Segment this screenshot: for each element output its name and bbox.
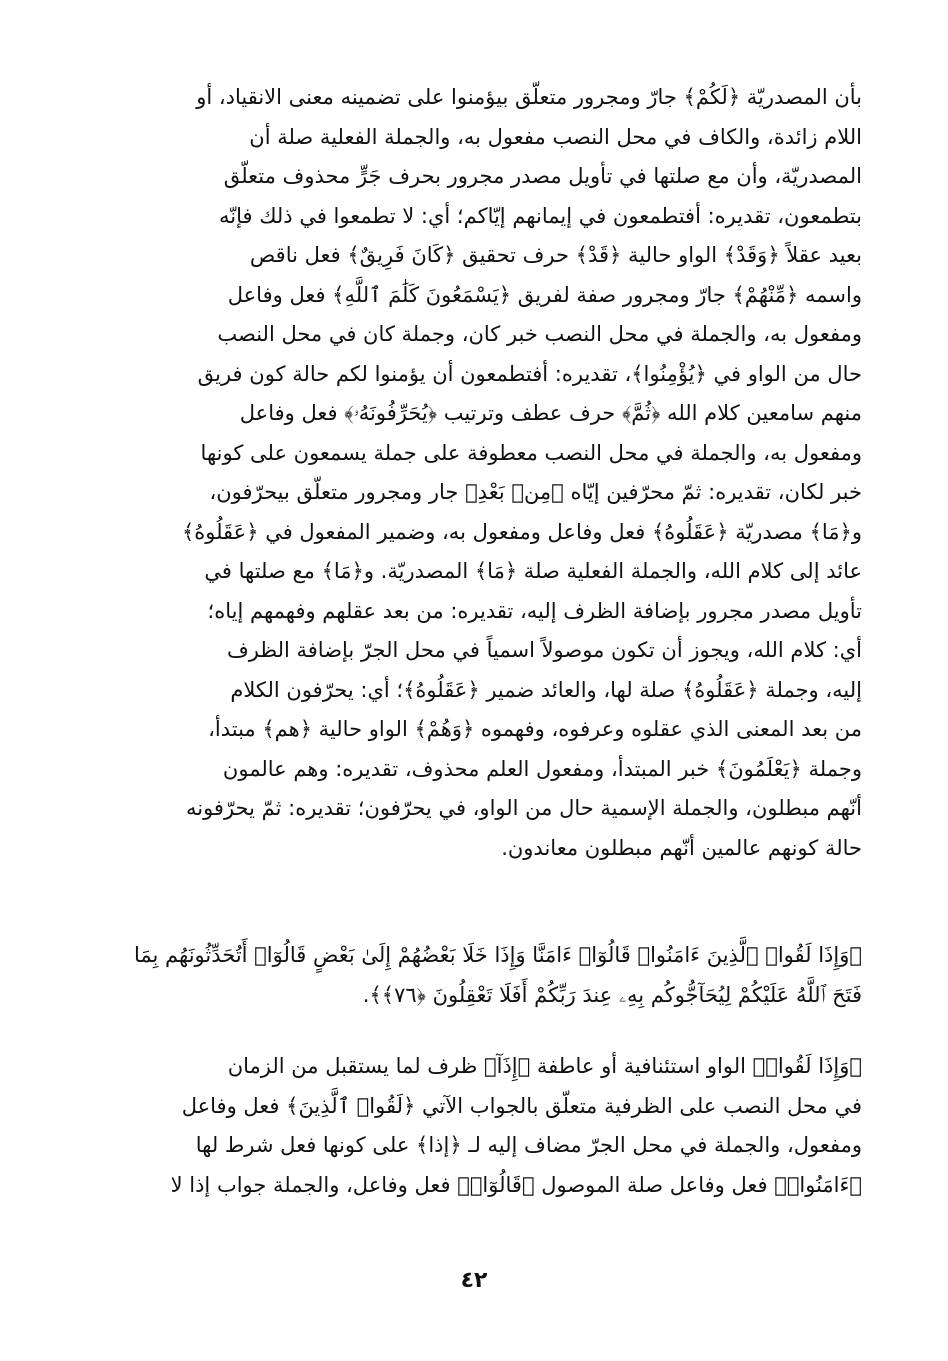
text-line: حالة كونهم عالمين أنّهم مبطلون معاندون. <box>501 835 862 860</box>
text-line: بأن المصدريّة ﴿لَكُمْ﴾ جارّ ومجرور متعلّق بيؤمنوا على تضمينه معنى الانقياد، أو <box>196 85 862 109</box>
text-line: تأويل مصدر مجرور بإضافة الظرف إليه، تقديره: من بعد عقلهم وفهمهم إياه؛ <box>207 598 862 623</box>
text-line: ﴿وَإِذَا لَقُوا۟﴾ الواو استئنافية أو عاطفة ﴿إِذَآ﴾ ظرف لما يستقبل من الزمان <box>227 1054 862 1078</box>
commentary-paragraph-1 <box>82 78 862 868</box>
quran-verse-76 <box>82 935 862 1015</box>
text-line: وجملة ﴿يَعْلَمُونَ﴾ خبر المبتدأ، ومفعول العلم محذوف، تقديره: وهم عالمون <box>222 756 862 781</box>
text-line: ﴿ءَامَنُوا۟﴾ فعل وفاعل صلة الموصول ﴿قَالُوٓا۟﴾ فعل وفاعل، والجملة جواب إذا لا <box>170 1172 862 1197</box>
text-line: بتطمعون، تقديره: أفتطمعون في إيمانهم إيّاكم؛ أي: لا تطمعوا في ذلك فإنّه <box>218 203 862 228</box>
text-line: أي: كلام الله، ويجوز أن تكون موصولاً اسمياً في محل الجرّ بإضافة الظرف <box>227 638 862 662</box>
page-number: ٤٢ <box>460 1268 488 1293</box>
text-line: من بعد المعنى الذي عقلوه وعرفوه، وفهموه ﴿وَهُمْ﴾ الواو حالية ﴿هم﴾ مبتدأ، <box>208 717 862 741</box>
text-line: خبر لكان، تقديره: ثمّ محرّفين إيّاه ﴿مِنۢ بَعْدِ﴾ جار ومجرور متعلّق بيحرّفون، <box>209 480 862 504</box>
text-line: اللام زائدة، والكاف في محل النصب مفعول به، والجملة الفعلية صلة أن <box>249 124 862 149</box>
text-line: المصدريّة، وأن مع صلتها في تأويل مصدر مجرور بحرف جَرٍّ محذوف متعلّق <box>223 164 862 188</box>
text-line: أنّهم مبطلون، والجملة الإسمية حال من الواو، في يحرّفون؛ تقديره: ثمّ يحرّفونه <box>185 796 862 820</box>
text-line: ومفعول، والجملة في محل الجرّ مضاف إليه لـ ﴿إذا﴾ على كونها فعل شرط لها <box>195 1133 862 1157</box>
text-line: بعيد عقلاً ﴿وَقَدْ﴾ الواو حالية ﴿قَدْ﴾ حرف تحقيق ﴿كَانَ فَرِيقٌ﴾ فعل ناقص <box>249 243 862 267</box>
verse-line: فَتَحَ ٱللَّهُ عَلَيْكُمْ لِيُحَآجُّوكُم بِهِۦ عِندَ رَبِّكُمْ أَفَلَا تَعْقِلُونَ ﴿٧٦﴾﴾. <box>362 983 862 1007</box>
text-line: ومفعول به، والجملة في محل النصب خبر كان، وجملة كان في محل النصب <box>217 322 862 346</box>
text-line: ومفعول به، والجملة في محل النصب معطوفة على جملة يسمعون على كونها <box>200 440 862 465</box>
commentary-paragraph-2 <box>82 1047 862 1205</box>
text-line: منهم سامعين كلام الله ﴿ثُمَّ﴾ حرف عطف وترتيب ﴿يُحَرِّفُونَهُۥ﴾ فعل وفاعل <box>239 401 862 425</box>
text-line: في محل النصب على الظرفية متعلّق بالجواب الآتي ﴿لَقُوا۟ ٱلَّذِينَ﴾ فعل وفاعل <box>181 1093 862 1118</box>
text-line: عائد إلى كلام الله، والجملة الفعلية صلة ﴿مَا﴾ المصدريّة. و﴿مَا﴾ مع صلتها في <box>204 559 862 583</box>
verse-line: ﴿وَإِذَا لَقُوا۟ ٱلَّذِينَ ءَامَنُوا۟ قَالُوٓا۟ ءَامَنَّا وَإِذَا خَلَا بَعْضُهُمْ إِلَىٰ بَعْضٍ قَالُوٓا۟ أَتُحَدِّثُونَهُم بِمَا <box>133 943 862 967</box>
text-line: حال من الواو في ﴿يُؤْمِنُوا﴾، تقديره: أفتطمعون أن يؤمنوا لكم حالة كون فريق <box>197 361 862 386</box>
text-line: إليه، وجملة ﴿عَقَلُوهُ﴾ صلة لها، والعائد ضمير ﴿عَقَلُوهُ﴾؛ أي: يحرّفون الكلام <box>230 677 862 702</box>
text-line: و﴿مَا﴾ مصدريّة ﴿عَقَلُوهُ﴾ فعل وفاعل ومفعول به، وضمير المفعول في ﴿عَقَلُوهُ﴾ <box>181 519 862 544</box>
text-line: واسمه ﴿مِّنْهُمْ﴾ جارّ ومجرور صفة لفريق ﴿يَسْمَعُونَ كَلَٰمَ ٱللَّهِ﴾ فعل وفاعل <box>227 282 862 307</box>
